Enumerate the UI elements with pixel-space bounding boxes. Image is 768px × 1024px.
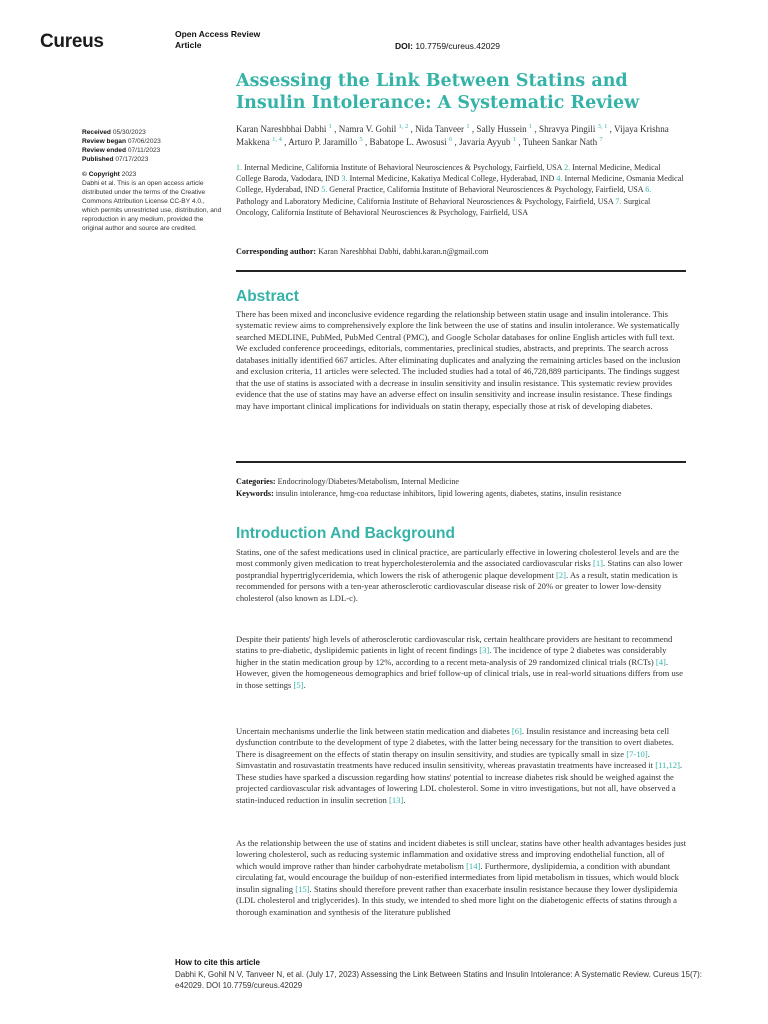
paragraph-text: Despite their patients' high levels of atherosclerotic cardiovascular risk, certain healthcare providers are hesitant to recommend statins to pre-diabetic, dyslipidemic patients in light of recent findings — [236, 634, 673, 656]
article-type-line1: Open Access Review — [175, 29, 261, 39]
citation-link[interactable]: [5] — [293, 679, 304, 690]
paragraph-text: Uncertain mechanisms underlie the link between statin medication and diabetes — [236, 726, 512, 736]
affiliation-number: 4. — [556, 174, 565, 184]
affiliation-text: General Practice, California Institute of Behavioral Neurosciences & Psychology, Fairfield, USA — [329, 185, 646, 195]
section-divider-bottom — [236, 461, 686, 463]
citation-link[interactable]: [2] — [556, 569, 567, 580]
author-name: Namra V. Gohil — [338, 124, 399, 134]
affiliation-number: 6. — [645, 185, 652, 195]
paragraph-text: . Statins should therefore prevent rather than exacerbate insulin resistance because they lower dyslipidemia (LDL cholesterol and triglycerides). In this study, we intended to shed more light on the diabetogenic effects of statins through a thorough examination and synthesis of the literature published — [236, 883, 678, 917]
article-type-line2: Article — [175, 40, 202, 50]
affiliation-text: Internal Medicine, California Institute of Behavioral Neurosciences & Psychology, Fairfield, USA — [244, 163, 565, 172]
article-history-sidebar — [82, 128, 222, 233]
citation-link[interactable]: [7-10] — [626, 748, 648, 759]
author-affiliation-mark: 1, 2 — [398, 122, 409, 130]
review-ended-date: Review ended 07/11/2023 — [82, 147, 161, 154]
affiliation-number: 3. — [341, 174, 350, 184]
received-date: Received 05/30/2023 — [82, 129, 146, 136]
keywords: Keywords: insulin intolerance, hmg-coa reductase inhibitors, lipid lowering agents, diabetes, statins, insulin resistance — [236, 489, 622, 498]
affiliation-text: Internal Medicine, Osmania Medical College, Hyderabad, IND — [236, 174, 684, 195]
corresponding-author: Corresponding author: Karan Nareshbhai Dabhi, dabhi.karan.n@gmail.com — [236, 247, 489, 256]
corresponding-author-text: Karan Nareshbhai Dabhi, dabhi.karan.n@gmail.com — [318, 247, 489, 256]
citation-link[interactable]: [13] — [388, 794, 404, 805]
paragraph-text: . — [403, 794, 406, 805]
author-name: Babatope L. Awosusi — [369, 136, 449, 147]
affiliation-text: Internal Medicine, Kakatiya Medical College, Hyderabad, IND — [349, 174, 557, 184]
intro-paragraph-1 — [236, 547, 686, 604]
author-name: Javaria Ayyub — [459, 136, 513, 147]
review-began-date: Review began 07/06/2023 — [82, 138, 161, 145]
copyright: © Copyright 2023 — [82, 171, 137, 178]
author-affiliation-mark: 1 — [512, 135, 517, 143]
citation-link[interactable]: [14] — [466, 860, 481, 871]
paragraph-text: . The incidence of type 2 diabetes was considerably higher in the statin medication group by 12%, according to a recent meta-analysis of 29 randomized clinical trials (RCTs) — [236, 645, 667, 667]
license-text: Dabhi et al. This is an open access article distributed under the terms of the Creative Commons Attribution License CC-BY 4.0., which permits unrestricted use, distribution, and reproduction in any medium, provided the original author and source are credited. — [82, 180, 222, 232]
affiliation-text: Pathology and Laboratory Medicine, California Institute of Behavioral Neurosciences & Psychology, Fairfield, USA — [236, 196, 616, 206]
categories-text: Endocrinology/Diabetes/Metabolism, Internal Medicine — [277, 477, 459, 486]
how-to-cite-text: Dabhi K, Gohil N V, Tanveer N, et al. (July 17, 2023) Assessing the Link Between Statins and Insulin Intolerance: A Systematic Review. Cureus 15(7): e42029. DOI 10.7759/cureus.42029 — [175, 970, 702, 990]
author-affiliation-mark: 1 — [466, 122, 470, 130]
author-affiliation-mark: 1 — [328, 122, 332, 130]
citation-link[interactable]: [6] — [511, 726, 522, 736]
affiliation-text: Surgical Oncology, California Institute of Behavioral Neurosciences & Psychology, Fairfield, USA — [236, 196, 651, 217]
affiliation-list — [236, 162, 684, 218]
author-name: Vijaya Krishna Makkena — [236, 124, 669, 147]
author-name: Karan Nareshbhai Dabhi — [236, 124, 329, 134]
article-title: Assessing the Link Between Statins and Insulin Intolerance: A Systematic Review — [236, 71, 640, 113]
journal-logo: Cureus — [40, 31, 104, 52]
categories: Categories: Endocrinology/Diabetes/Metabolism, Internal Medicine — [236, 477, 459, 486]
author-affiliation-mark: 5 — [359, 135, 363, 143]
how-to-cite-heading: How to cite this article — [175, 958, 260, 967]
introduction-heading: Introduction And Background — [236, 525, 455, 542]
intro-paragraph-2 — [236, 634, 686, 691]
doi-label: DOI: — [395, 41, 413, 51]
affiliation-number: 7. — [615, 196, 624, 206]
paragraph-text: . Furthermore, dyslipidemia, a condition with abundant circulating fat, would encourage the buildup of non-esterified intermediates from lipid metabolism in tissues, which would block insulin signaling — [236, 860, 679, 894]
abstract-heading: Abstract — [236, 288, 299, 305]
paragraph-text: Statins, one of the safest medications used in clinical practice, are particularly effective in lowering cholesterol levels and are the most commonly given medication to treat hypercholesterolemia and the associated cardiovascular risks — [236, 547, 679, 569]
paragraph-text: . Insulin resistance and increasing beta cell dysfunction contribute to the development of type 2 diabetes, with the latter being necessary for the transition to overt diabetes. There is disagreement on the effects of statin therapy on insulin sensitivity, and studies are typically small in size — [236, 726, 674, 759]
paragraph-text: . — [303, 679, 306, 690]
keywords-text: insulin intolerance, hmg-coa reductase inhibitors, lipid lowering agents, diabetes, statins, insulin resistance — [275, 489, 622, 498]
author-affiliation-mark: 7 — [599, 135, 603, 143]
author-name: Sally Hussein — [476, 124, 529, 134]
author-list: Karan Nareshbhai Dabhi $^1$ , Namra V. Gohil $^{1, 2}$ , Nida Tanveer $^1$ , Sally Hussein $^1$ , Shravya Pingili $^{3, 1}$ , Vijaya Krishna Makkena $^{1, 4}$ , Arturo P. Jaramillo $^5$ , Babatope L. Awosusi $^6$ , Javaria Ayyub $^1$ , Tuheen Sankar Nath $^7$ — [236, 122, 669, 147]
citation-link[interactable]: [15] — [295, 883, 310, 894]
article-type — [175, 29, 260, 51]
citation-link[interactable]: [1] — [593, 558, 604, 569]
citation-link[interactable]: [4] — [655, 656, 666, 667]
author-affiliation-mark: 3, 1 — [597, 122, 608, 130]
published-date: Published 07/17/2023 — [82, 156, 149, 163]
author-name: Arturo P. Jaramillo — [288, 136, 360, 147]
author-name: Shravya Pingili — [539, 124, 598, 134]
paragraph-text: . As a result, statin medication is recommended for persons with a ten-year atherosclerotic cardiovascular disease risk of 20% or greater to lower low-density cholesterol (also known as LDL-c). — [236, 569, 678, 603]
author-name: Tuheen Sankar Nath — [522, 136, 600, 147]
section-divider-top — [236, 270, 686, 272]
doi[interactable] — [395, 41, 500, 51]
paragraph-text: . Statins can also lower postprandial hypertriglyceridemia, which lowers the risk of atherogenic plaque development — [236, 558, 683, 580]
abstract-text: There has been mixed and inconclusive evidence regarding the relationship between statin usage and insulin intolerance. This systematic review aims to comprehensively explore the link between the use of statins and insulin intolerance. We systematically searched MEDLINE, PubMed, PubMed Central (PMC), and Google Scholar databases for online English articles with full text. We excluded conference proceedings, editorials, commentaries, preclinical studies, abstracts, and preprints. The search across databases initially identified 667 articles. After eliminating duplicates and analyzing the remaining articles based on the inclusion and exclusion criteria, 11 articles were selected. The included studies had a total of 46,728,889 participants. The findings suggest that the use of statins is associated with a decrease in insulin sensitivity and insulin resistance. This systematic review provides evidence that the use of statins may have an adverse effect on insulin sensitivity and increase insulin resistance. These findings may have important clinical implications for individuals on statin therapy, especially those at risk of developing diabetes. — [236, 309, 681, 411]
doi-value[interactable]: 10.7759/cureus.42029 — [415, 41, 500, 51]
citation-link[interactable]: [3] — [479, 645, 490, 656]
paragraph-text: As the relationship between the use of statins and incident diabetes is still unclear, statins have other health advantages besides just lowering cholesterol, such as reducing systemic inflammation and oxidative stress and improving endothelial function, all of which would improve rather than hinder carbohydrate metabolism — [236, 838, 686, 871]
author-affiliation-mark: 6 — [449, 135, 453, 143]
author-affiliation-mark: 1 — [528, 122, 533, 130]
paragraph-text: . These studies have sparked a discussion regarding how statins' potential to increase diabetes risk should be weighed against the projected cardiovascular risk advantages of lowering LDL cholesterol. Some in vitro investigations, but not all, have observed a statin-induced reduction in insulin secretion — [236, 760, 683, 805]
author-affiliation-mark: 1, 4 — [272, 135, 282, 143]
author-name: Nida Tanveer — [415, 124, 467, 134]
affiliation-text: Internal Medicine, Medical College Baroda, Vadodara, IND — [236, 163, 661, 184]
citation-link[interactable]: [11,12] — [655, 760, 680, 771]
affiliation-number: 1. — [236, 163, 245, 172]
affiliation-number: 5. — [321, 185, 330, 195]
intro-paragraph-3 — [236, 726, 686, 806]
affiliation-number: 2. — [564, 163, 573, 172]
intro-paragraph-4 — [236, 838, 686, 918]
paragraph-text: . However, given the homogeneous demographics and brief follow-up of clinical trials, use in real-world situations differs from use in those settings — [236, 656, 683, 690]
paragraph-text: . Simvastatin and rosuvastatin treatments have reduced insulin sensitivity, whereas pravastatin treatments have increased it — [236, 748, 656, 771]
